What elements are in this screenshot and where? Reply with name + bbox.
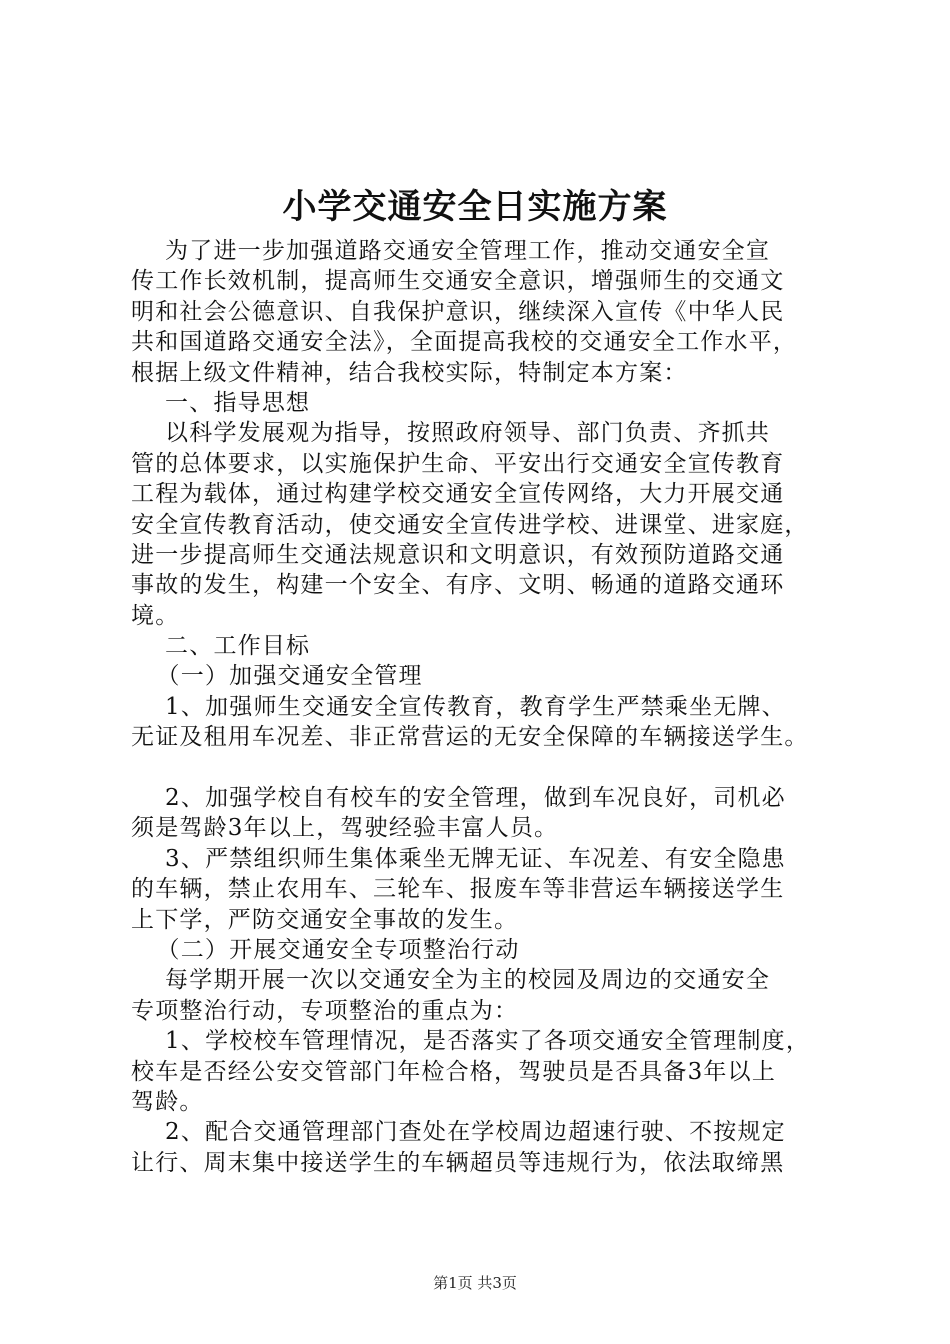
text-line: 一、指导思想 xyxy=(131,389,311,416)
blank-line xyxy=(131,753,851,783)
text-line: 为了进一步加强道路交通安全管理工作，推动交通安全宣 xyxy=(131,238,771,264)
text-line: 每学期开展一次以交通安全为主的校园及周边的交通安全 xyxy=(131,967,771,994)
text-line: （二）开展交通安全专项整治行动 xyxy=(131,936,520,963)
page-footer: 第1页 共3页 xyxy=(433,1274,517,1292)
text-line: 2、配合交通管理部门查处在学校周边超速行驶、不按规定 xyxy=(131,1119,786,1146)
text-line: 共和国道路交通安全法》，全面提高我校的交通安全工作水平， xyxy=(131,329,798,356)
text-line: 上下学，严防交通安全事故的发生。 xyxy=(131,906,519,933)
text-line: 让行、周末集中接送学生的车辆超员等违规行为，依法取缔黑 xyxy=(131,1149,785,1176)
text-line: 进一步提高师生交通法规意识和文明意识，有效预防道路交通 xyxy=(131,541,785,568)
text-line: 校车是否经公安交管部门年检合格，驾驶员是否具备3年以上 xyxy=(131,1058,777,1085)
text-line: 1、学校校车管理情况，是否落实了各项交通安全管理制度， xyxy=(131,1028,811,1055)
text-line: 管的总体要求，以实施保护生命、平安出行交通安全宣传教育 xyxy=(131,450,785,477)
text-line: 传工作长效机制，提高师生交通安全意识，增强师生的交通文 xyxy=(131,268,785,295)
text-line: 境。 xyxy=(131,602,180,629)
text-line: 工程为载体，通过构建学校交通安全宣传网络，大力开展交通 xyxy=(131,481,785,508)
text-line: 2、加强学校自有校车的安全管理，做到车况良好，司机必 xyxy=(131,785,786,812)
text-line: 安全宣传教育活动，使交通安全宣传进学校、进课堂、进家庭， xyxy=(131,511,809,538)
text-line: 3、严禁组织师生集体乘坐无牌无证、车况差、有安全隐患 xyxy=(131,845,786,872)
text-line: 二、工作目标 xyxy=(131,633,311,660)
text-line: 专项整治行动，专项整治的重点为： xyxy=(131,997,519,1024)
document-body xyxy=(131,236,851,1178)
document-title: 小学交通安全日实施方案 xyxy=(282,187,668,227)
text-line: 须是驾龄3年以上，驾驶经验丰富人员。 xyxy=(131,815,559,842)
text-line: 无证及租用车况差、非正常营运的无安全保障的车辆接送学生。 xyxy=(131,724,809,751)
text-line: 以科学发展观为指导，按照政府领导、部门负责、齐抓共 xyxy=(131,420,771,447)
text-line: 明和社会公德意识、自我保护意识，继续深入宣传《中华人民 xyxy=(131,298,785,325)
text-line: 根据上级文件精神，结合我校实际，特制定本方案： xyxy=(131,359,688,386)
text-line: 驾龄。 xyxy=(131,1088,204,1115)
text-line: 事故的发生，构建一个安全、有序、文明、畅通的道路交通环 xyxy=(131,572,785,599)
text-line: 的车辆，禁止农用车、三轮车、报废车等非营运车辆接送学生 xyxy=(131,876,785,903)
text-line: 1、加强师生交通安全宣传教育，教育学生严禁乘坐无牌、 xyxy=(131,693,786,720)
text-line: （一）加强交通安全管理 xyxy=(131,663,423,690)
